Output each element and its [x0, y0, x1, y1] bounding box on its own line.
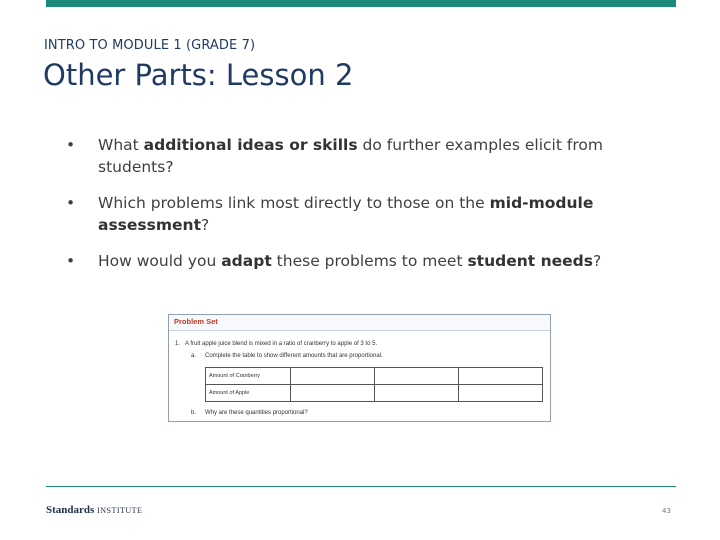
ratio-table [205, 367, 543, 402]
bullet-item: • How would you adapt these problems to meet student needs? [66, 252, 602, 270]
bullet-marker: • [66, 194, 76, 212]
question-text: A fruit apple juice blend is mixed in a ratio of cranberry to apple of 3 to 5. [185, 341, 378, 347]
footer-rule [46, 486, 676, 487]
subquestion-letter: b. [191, 410, 197, 416]
table-cell [375, 385, 459, 402]
row-label: Amount of Cranberry [206, 368, 291, 385]
row-label: Amount of Apple [206, 385, 291, 402]
table-row [206, 368, 543, 385]
standards-institute-logo [46, 504, 142, 516]
table-cell [291, 385, 375, 402]
table-row [206, 385, 543, 402]
subquestion-text: Why are these quantities proportional? [205, 410, 308, 416]
table-cell [459, 385, 543, 402]
table-cell [459, 368, 543, 385]
page-number: 43 [662, 507, 671, 515]
question-number: 1. [175, 341, 181, 347]
table-cell [291, 368, 375, 385]
bullet-item: • What additional ideas or skills do further examples elicit from students? [66, 136, 603, 176]
top-accent-bar [46, 0, 676, 7]
slide-kicker: INTRO TO MODULE 1 (GRADE 7) [44, 38, 256, 53]
slide-title: Other Parts: Lesson 2 [43, 58, 354, 92]
problem-set-image [168, 314, 551, 422]
subquestion-text: Complete the table to show different amounts that are proportional. [205, 353, 383, 359]
table-cell [375, 368, 459, 385]
logo-wordmark: Standards [46, 504, 95, 516]
bullet-marker: • [66, 252, 76, 270]
bullet-marker: • [66, 136, 76, 154]
problem-set-title: Problem Set [174, 317, 218, 326]
logo-subword: INSTITUTE [97, 506, 143, 515]
bullet-list [66, 134, 626, 286]
problem-set-header [169, 315, 550, 331]
subquestion-letter: a. [191, 353, 197, 359]
bullet-item: • Which problems link most directly to those on the mid-module assessment? [66, 194, 594, 234]
